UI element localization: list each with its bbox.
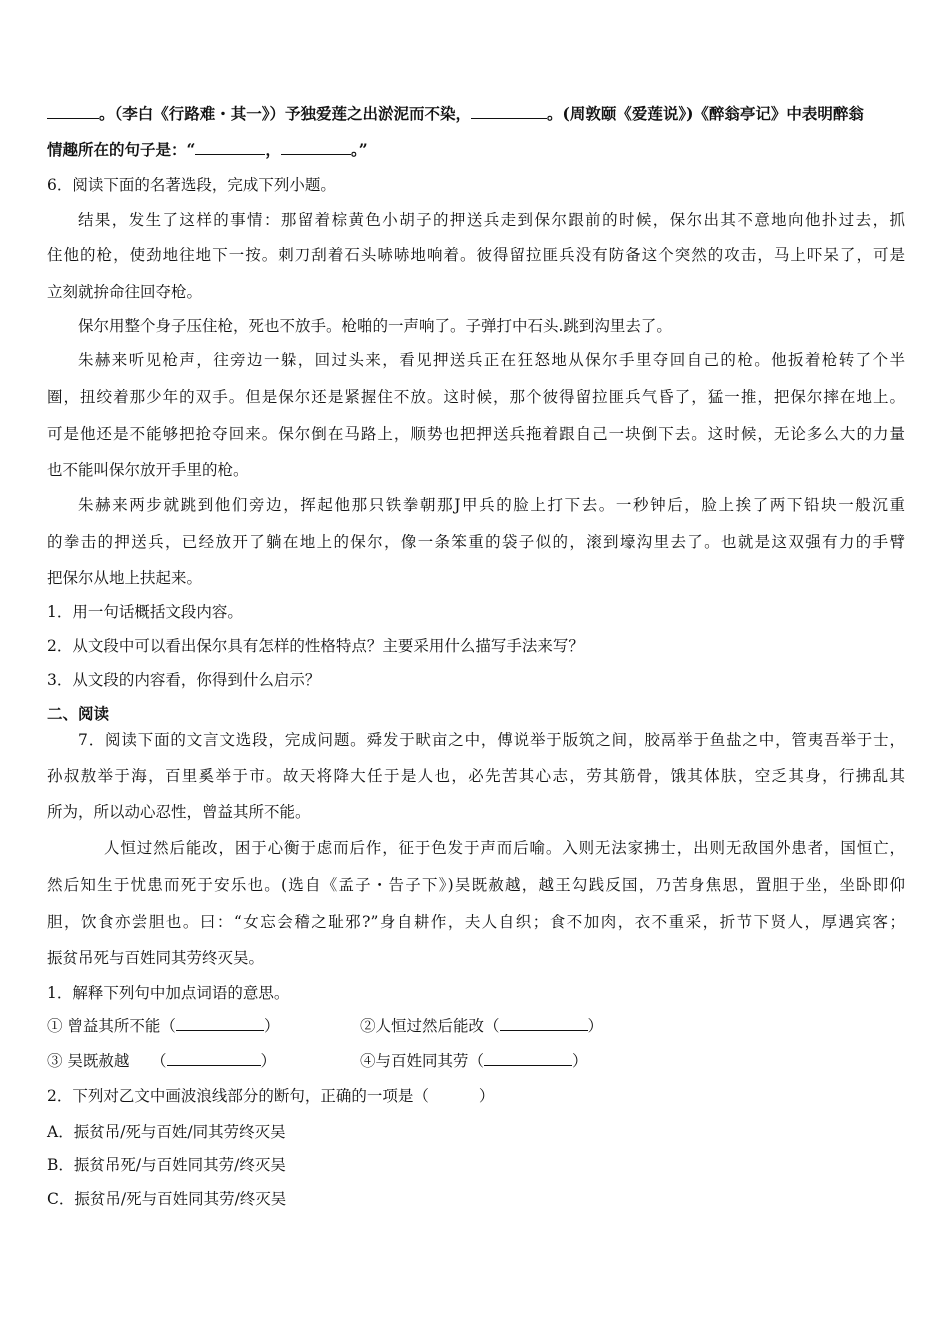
- answer-blank[interactable]: [195, 140, 265, 155]
- option-a: A．振贫吊/死与百姓/同其劳终灭吴: [47, 1123, 286, 1141]
- q6-p4-line: 把保尔从地上扶起来。: [47, 569, 203, 587]
- q6-p1-line: 立刻就拚命往回夺枪。: [47, 283, 203, 301]
- q7-sub1: 1．解释下列句中加点词语的意思。: [47, 984, 290, 1002]
- q6-sub3: 3．从文段的内容看，你得到什么启示？: [47, 671, 321, 689]
- q6-sub2: 2．从文段中可以看出保尔具有怎样的性格特点？主要采用什么描写手法来写？: [47, 637, 584, 655]
- q7-items-row-1: ① 曾益其所不能（ ） ②人恒过然后能改（ ）: [47, 1017, 604, 1035]
- answer-blank[interactable]: [176, 1016, 264, 1031]
- q6-p3-line: 圈，扭绞着那少年的双手。但是保尔还是紧握住不放。这时候，那个彼得留拉匪兵气昏了，猛一推，把保尔摔在地上。: [47, 388, 905, 406]
- q7-p2-line: 然后知生于忧患而死于安乐也。(选自《孟子・告子下》)吴既赦越，越王勾践反国，乃苦身焦思，置胆于坐，坐卧即仰: [47, 876, 905, 894]
- section-heading: 二、阅读: [47, 704, 110, 723]
- q7-p2-line: 胆，饮食亦尝胆也。曰：“女忘会稽之耻邪?”身自耕作，夫人自织；食不加肉，衣不重采，折节下贤人，厚遇宾客；: [47, 913, 905, 931]
- answer-blank[interactable]: [47, 104, 99, 119]
- answer-blank[interactable]: [281, 140, 351, 155]
- answer-blank[interactable]: [500, 1016, 588, 1031]
- q6-p3-line: 可是他还是不能够把抢夺回来。保尔倒在马路上，顺势也把押送兵拖着跟自己一块倒下去。这时候，无论多么大的力量: [47, 425, 905, 443]
- fill-in-line-1: 。（李白《行路难・其一》）予独爱莲之出淤泥而不染， 。(周敦颐《爱莲说》)《醉翁亭记》中表明醉翁: [47, 104, 864, 124]
- q6-p1-line: 住他的枪，使劲地往地下一按。刺刀刮着石头哧哧地响着。彼得留拉匪兵没有防备这个突然的攻击，马上吓呆了，可是: [47, 246, 905, 264]
- q7-p1-line: 孙叔敖举于海，百里奚举于市。故天将降大任于是人也，必先苦其心志，劳其筋骨，饿其体肤，空乏其身，行拂乱其: [47, 767, 905, 785]
- fill-in-line-2: 情趣所在的句子是：“ ， 。”: [47, 140, 368, 159]
- q7-p2-line: 振贫吊死与百姓同其劳终灭吴。: [47, 949, 265, 967]
- option-c: C．振贫吊/死与百姓同其劳/终灭吴: [47, 1190, 287, 1208]
- q7-p1-line: 7．阅读下面的文言文选段，完成问题。舜发于畎亩之中，傅说举于版筑之间，胶鬲举于鱼盐之中，管夷吾举于士，: [78, 731, 905, 749]
- q7-items-row-2: ③ 吴既赦越 （ ） ④与百姓同其劳（ ）: [47, 1052, 588, 1070]
- q7-p2-line: 人恒过然后能改，困于心衡于虑而后作，征于色发于声而后喻。入则无法家拂士，出则无敌国外患者，国恒亡，: [104, 839, 905, 857]
- answer-blank[interactable]: [471, 104, 547, 119]
- answer-blank[interactable]: [167, 1051, 261, 1066]
- q6-p3-line: 朱赫来听见枪声，往旁边一躲，回过头来，看见押送兵正在狂怒地从保尔手里夺回自己的枪。他扳着枪转了个半: [78, 351, 905, 369]
- q7-sub2: 2．下列对乙文中画波浪线部分的断句，正确的一项是（ ）: [47, 1087, 495, 1105]
- answer-blank[interactable]: [484, 1051, 572, 1066]
- q7-p1-line: 所为，所以动心忍性，曾益其所不能。: [47, 803, 311, 821]
- q6-p4-line: 朱赫来两步就跳到他们旁边，挥起他那只铁拳朝那J甲兵的脸上打下去。一秒钟后，脸上挨了两下铅块一般沉重: [78, 496, 905, 514]
- q6-p4-line: 的拳击的押送兵，已经放开了躺在地上的保尔，像一条笨重的袋子似的，滚到壕沟里去了。也就是这双强有力的手臂: [47, 533, 905, 551]
- q6-sub1: 1．用一句话概括文段内容。: [47, 603, 243, 621]
- q6-p1-line: 结果，发生了这样的事情：那留着棕黄色小胡子的押送兵走到保尔跟前的时候，保尔出其不意地向他扑过去，抓: [78, 211, 905, 229]
- option-b: B．振贫吊死/与百姓同其劳/终灭吴: [47, 1156, 286, 1174]
- q6-p3-line: 也不能叫保尔放开手里的枪。: [47, 461, 249, 479]
- q6-p2: 保尔用整个身子压住枪，死也不放手。枪啪的一声响了。子弹打中石头.跳到沟里去了。: [78, 317, 672, 335]
- q6-title: 6．阅读下面的名著选段，完成下列小题。: [47, 176, 336, 194]
